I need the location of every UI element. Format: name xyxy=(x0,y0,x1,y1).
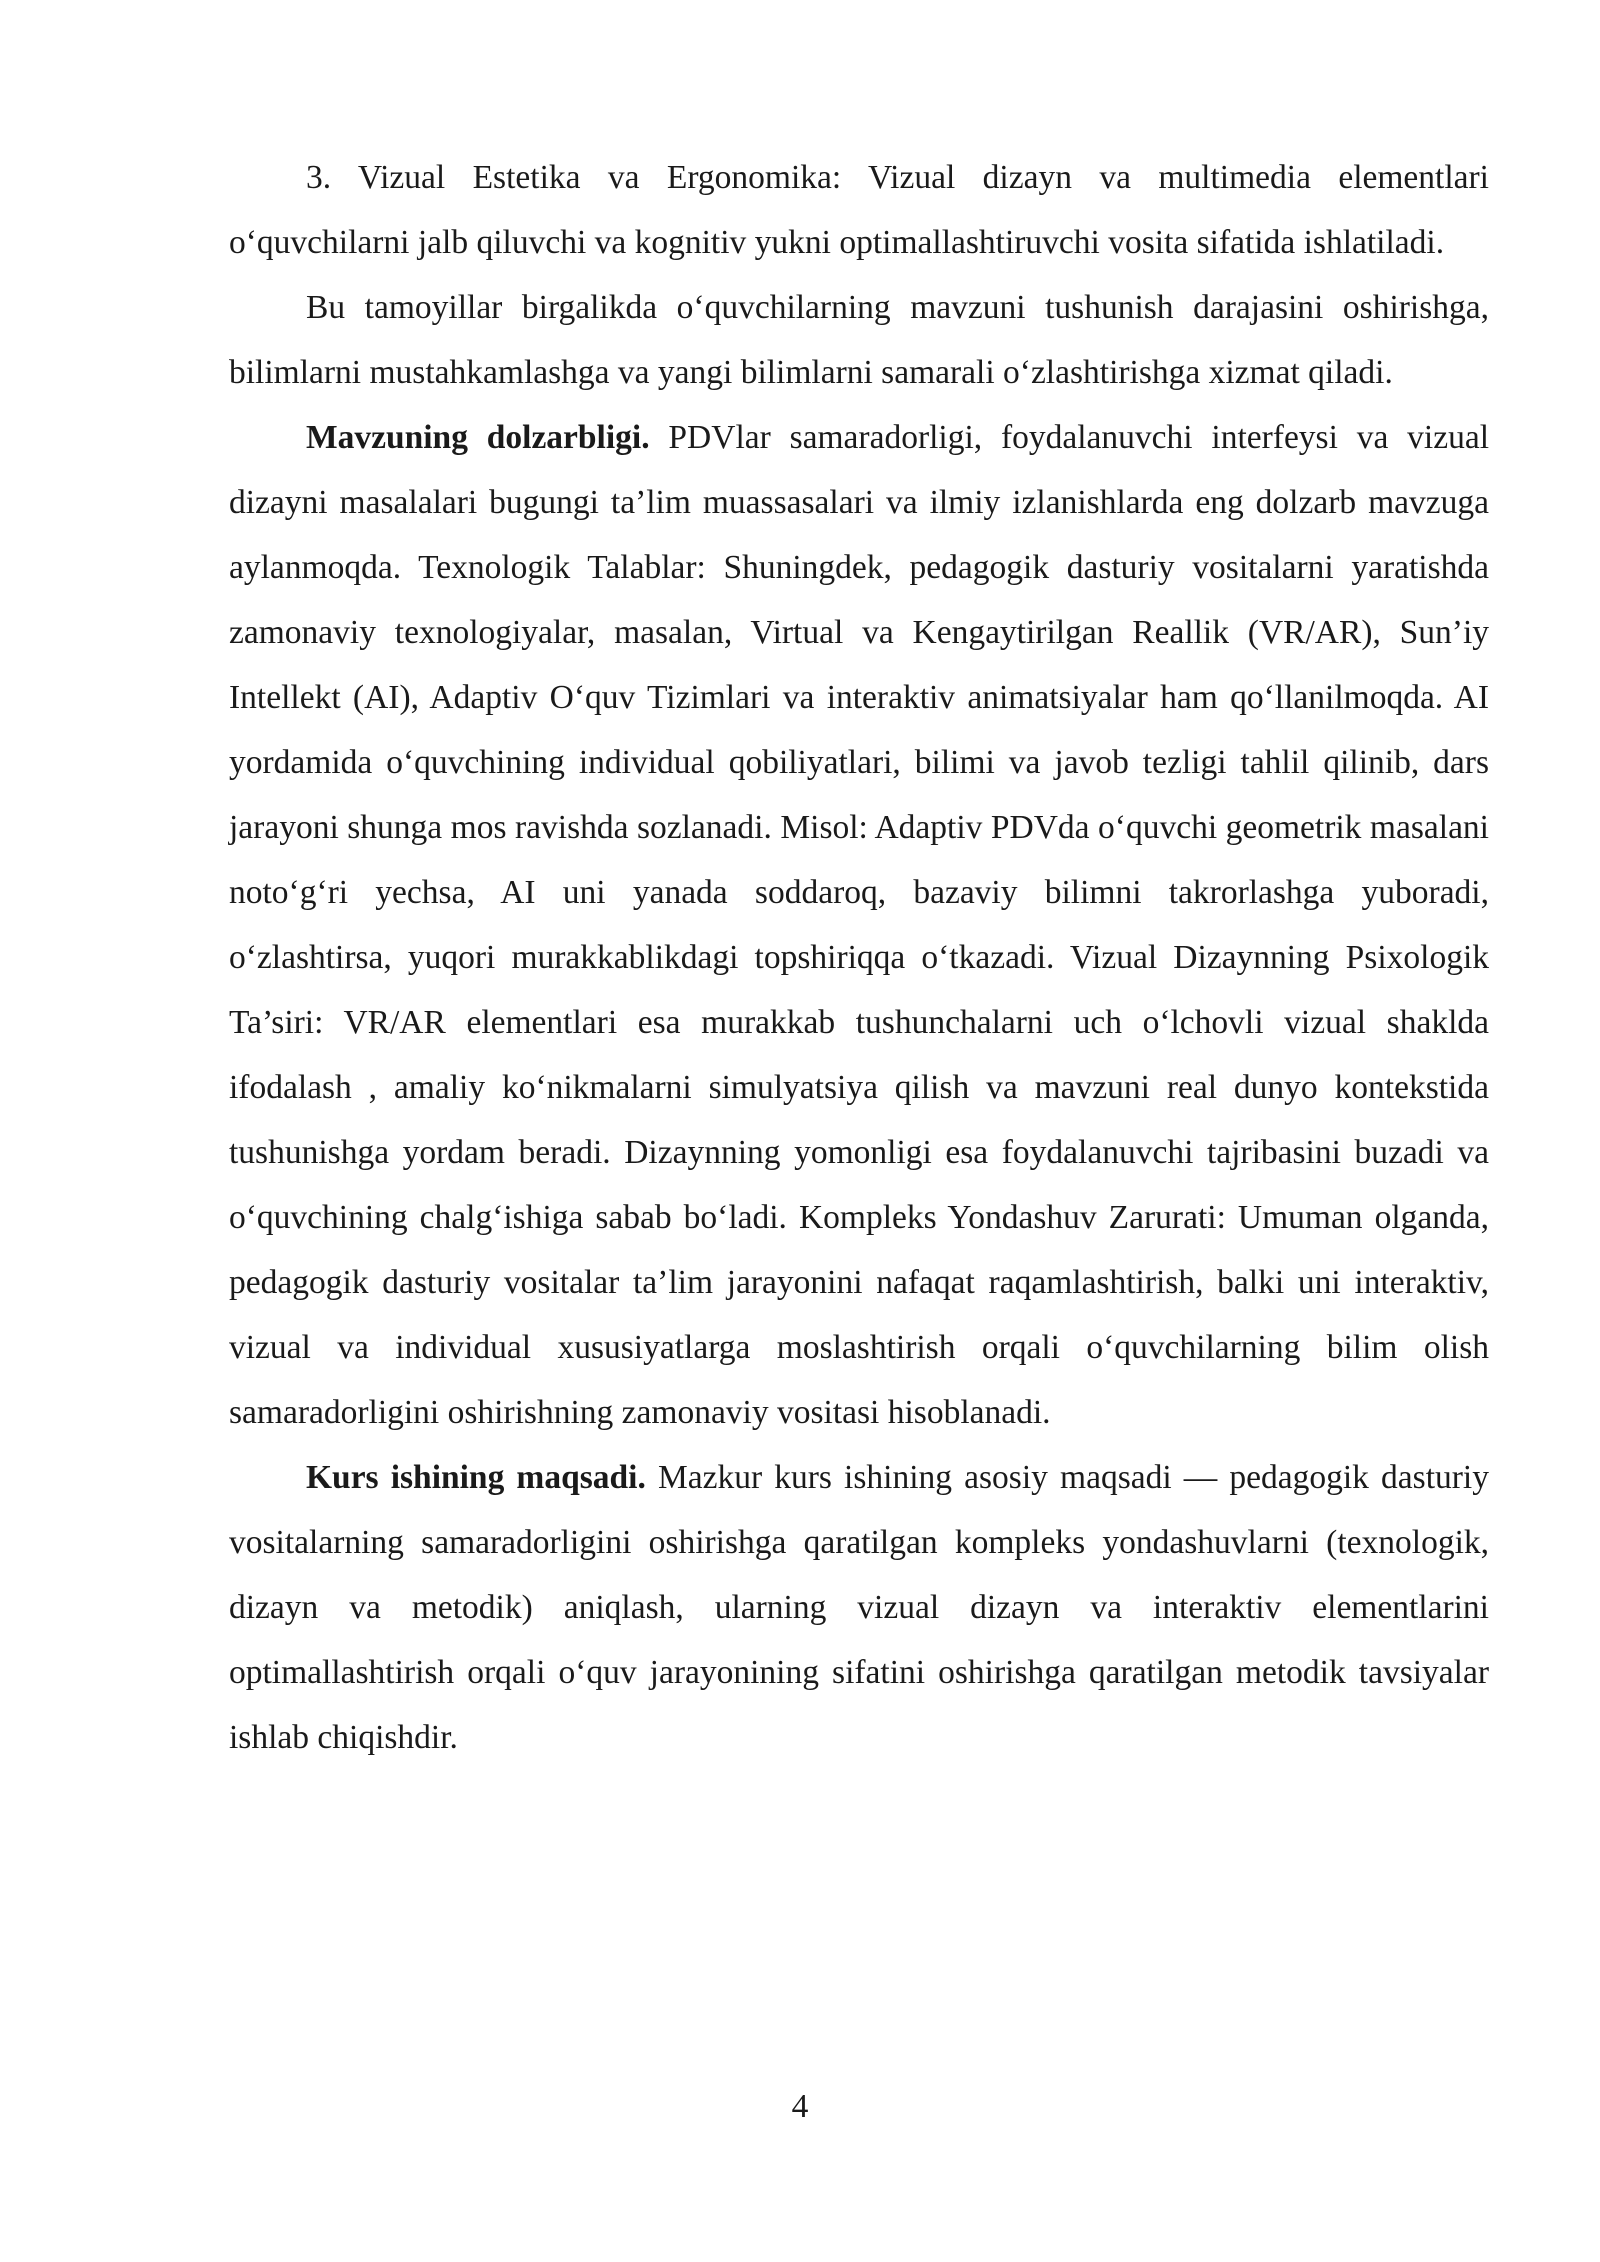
paragraph-text: Bu tamoyillar birgalikda oʻquvchilarning mavzuni tushunish darajasini oshirishga, bilimlarni mustahkamlashga va yangi bilimlarni samarali oʻzlashtirishga xizmat qiladi. xyxy=(229,289,1489,391)
paragraph-text: PDVlar samaradorligi, foydalanuvchi interfeysi va vizual dizayni masalalari bugungi ta’lim muassasalari va ilmiy izlanishlarda eng dolzarb mavzuga aylanmoqda. Texnologik Talablar: Shuningdek, pedagogik dasturiy vositalarni yaratishda zamonaviy texnologiyalar, masalan, Virtual va Kengaytirilgan Reallik (VR/AR), Sun’iy Intellekt (AI), Adaptiv Oʻquv Tizimlari va interaktiv animatsiyalar ham qoʻllanilmoqda. AI yordamida oʻquvchining individual qobiliyatlari, bilimi va javob tezligi tahlil qilinib, dars jarayoni shunga mos ravishda sozlanadi. Misol: Adaptiv PDVda oʻquvchi geometrik masalani notoʻgʻri yechsa, AI uni yanada soddaroq, bazaviy bilimni takrorlashga yuboradi, oʻzlashtirsa, yuqori murakkablikdagi topshiriqqa oʻtkazadi. Vizual Dizaynning Psixologik Ta’siri: VR/AR elementlari esa murakkab tushunchalarni uch oʻlchovli vizual shaklda ifodalash , amaliy koʻnikmalarni simulyatsiya qilish va mavzuni real dunyo kontekstida tushunishga yordam beradi. Dizaynning yomonligi esa foydalanuvchi tajribasini buzadi va oʻquvchining chalgʻishiga sabab boʻladi. Kompleks Yondashuv Zarurati: Umuman olganda, pedagogik dasturiy vositalar ta’lim jarayonini nafaqat raqamlashtirish, balki uni interaktiv, vizual va individual xususiyatlarga moslashtirish orqali oʻquvchilarning bilim olish samaradorligini oshirishning zamonaviy vositasi hisoblanadi. xyxy=(229,419,1489,1431)
paragraph-topic-relevance xyxy=(229,405,1489,1445)
paragraph-course-goal xyxy=(229,1445,1489,1770)
paragraph-heading: Mavzuning dolzarbligi. xyxy=(306,419,650,456)
page-body xyxy=(229,145,1489,1770)
paragraph-visual-aesthetics xyxy=(229,145,1489,275)
paragraph-principles-summary xyxy=(229,275,1489,405)
paragraph-text: Mazkur kurs ishining asosiy maqsadi — pedagogik dasturiy vositalarning samaradorligini oshirishga qaratilgan kompleks yondashuvlarni (texnologik, dizayn va metodik) aniqlash, ularning vizual dizayn va interaktiv elementlarini optimallashtirish orqali oʻquv jarayonining sifatini oshirishga qaratilgan metodik tavsiyalar ishlab chiqishdir. xyxy=(229,1459,1489,1756)
page-number: 4 xyxy=(791,2088,809,2125)
paragraph-text: 3. Vizual Estetika va Ergonomika: Vizual dizayn va multimedia elementlari oʻquvchilarni jalb qiluvchi va kognitiv yukni optimallashtiruvchi vosita sifatida ishlatiladi. xyxy=(229,159,1489,261)
paragraph-heading: Kurs ishining maqsadi. xyxy=(306,1459,646,1496)
